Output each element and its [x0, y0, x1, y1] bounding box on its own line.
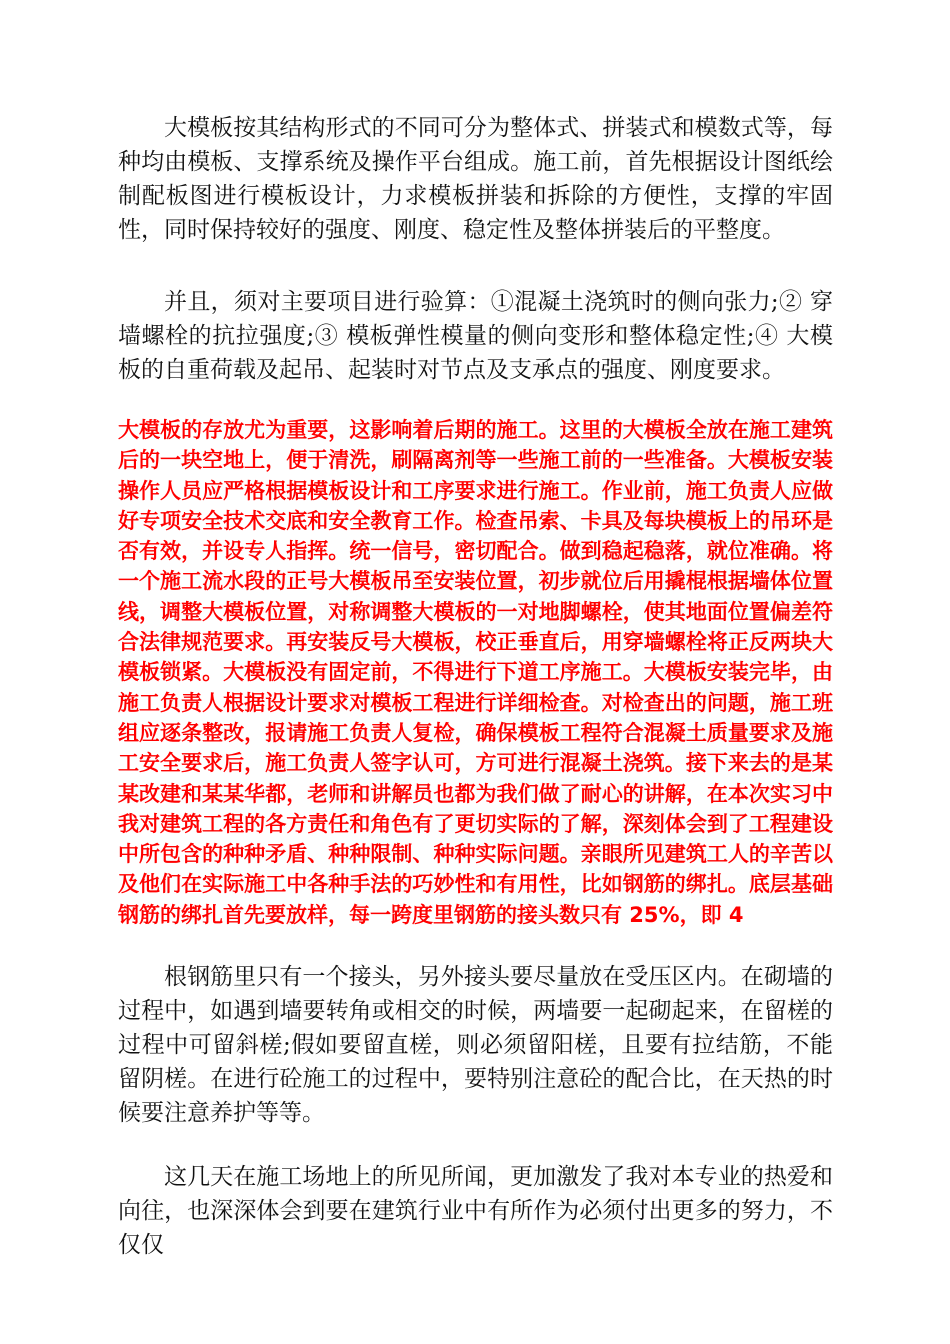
paragraph-highlighted-template-storage: 大模板的存放尤为重要，这影响着后期的施工。这里的大模板全放在施工建筑后的一块空地上，便于清洗，刷隔离剂等一些施工前的一些准备。大模板安装操作人员应严格根据模板设计和工序要求进行施工。作业前，施工负责人应做好专项安全技术交底和安全教育工作。检查吊索、卡具及每块模板上的吊环是否有效，并设专人指挥。统一信号，密切配合。做到稳起稳落，就位准确。将一个施工流水段的正号大模板吊至安装位置，初步就位后用撬棍根据墙体位置线，调整大模板位置，对称调整大模板的一对地脚螺栓，使其地面位置偏差符合法律规范要求。再安装反号大模板，校正垂直后，用穿墙螺栓将正反两块大模板锁紧。大模板没有固定前，不得进行下道工序施工。大模板安装完毕，由施工负责人根据设计要求对模板工程进行详细检查。对检查出的问题，施工班组应逐条整改，报请施工负责人复检，确保模板工程符合混凝土质量要求及施工安全要求后，施工负责人签字认可，方可进行混凝土浇筑。接下来去的是某某改建和某某华都，老师和讲解员也都为我们做了耐心的讲解，在本次实习中我对建筑工程的各方责任和角色有了更切实际的了解，深刻体会到了工程建设中所包含的种种矛盾、种种限制、种种实际问题。亲眼所见建筑工人的辛苦以及他们在实际施工中各种手法的巧妙性和有用性，比如钢筋的绑扎。底层基础钢筋的绑扎首先要放样，每一跨度里钢筋的接头数只有 25%，即 4	[118, 418, 833, 927]
paragraph-template-types: 大模板按其结构形式的不同可分为整体式、拼装式和模数式等，每种均由模板、支撑系统及操作平台组成。施工前，首先根据设计图纸绘制配板图进行模板设计，力求模板拼装和拆除的方便性，支撑的牢固性，同时保持较好的强度、刚度、稳定性及整体拼装后的平整度。	[118, 115, 833, 243]
paragraph-reflection: 这几天在施工场地上的所见所闻，更加激发了我对本专业的热爱和向往，也深深体会到要在建筑行业中有所作为必须付出更多的努力，不仅仅	[118, 1164, 833, 1258]
paragraph-rebar-masonry: 根钢筋里只有一个接头，另外接头要尽量放在受压区内。在砌墙的过程中，如遇到墙要转角或相交的时候，两墙要一起砌起来，在留槎的过程中可留斜槎;假如要留直槎，则必须留阳槎，且要有拉结筋，不能留阴槎。在进行砼施工的过程中，要特别注意砼的配合比，在天热的时候要注意养护等等。	[118, 964, 833, 1126]
paragraph-calculation-items: 并且，须对主要项目进行验算：①混凝土浇筑时的侧向张力;② 穿墙螺栓的抗拉强度;③ 模板弹性模量的侧向变形和整体稳定性;④ 大模板的自重荷载及起吊、起装时对节点及支承点的强度、刚度要求。	[118, 289, 833, 383]
